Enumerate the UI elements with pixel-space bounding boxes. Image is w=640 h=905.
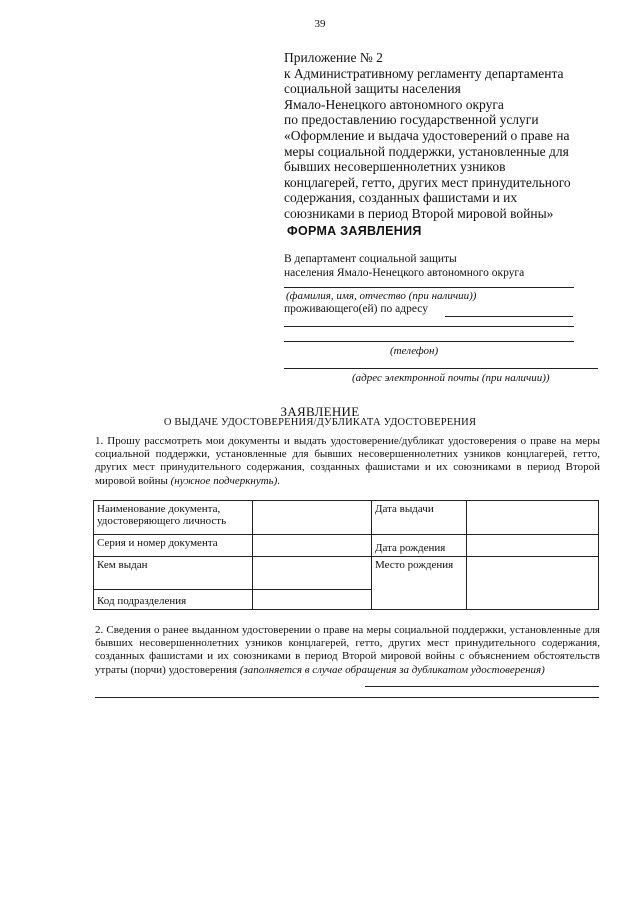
appendix-line: меры социальной поддержки, установленные для (284, 143, 569, 159)
addressee-line: В департамент социальной защиты (284, 253, 457, 265)
appendix-line: по предоставлению государственной услуги (284, 112, 539, 128)
appendix-line: союзниками в период Второй мировой войны» (284, 205, 554, 221)
email-caption: (адрес электронной почты (при наличии)) (352, 372, 550, 384)
fio-caption: (фамилия, имя, отчество (при наличии)) (286, 290, 477, 302)
phone-caption: (телефон) (390, 345, 439, 357)
phone-field[interactable] (284, 341, 574, 342)
residing-label: проживающего(ей) по адресу (284, 303, 428, 315)
email-field[interactable] (284, 368, 598, 369)
address-field-line2[interactable] (284, 326, 574, 327)
appendix-header (284, 50, 604, 222)
paragraph-1 (95, 435, 600, 488)
issued-by-label: Кем выдан (94, 557, 253, 590)
loss-explanation-field[interactable] (365, 686, 599, 687)
appendix-line: к Административному регламенту департамента (284, 65, 564, 81)
addressee (284, 252, 614, 280)
division-code-label: Код подразделения (94, 590, 253, 610)
addressee-line: населения Ямало-Ненецкого автономного округа (284, 267, 525, 279)
identity-document-table (93, 500, 599, 610)
appendix-line: Ямало-Ненецкого автономного округа (284, 96, 504, 112)
statement-title: ЗАЯВЛЕНИЕ (280, 404, 360, 419)
birth-place-cell[interactable] (467, 557, 599, 610)
appendix-line: социальной защиты населения (284, 81, 461, 97)
appendix-line: Приложение № 2 (284, 50, 383, 65)
birth-date-label: Дата рождения (372, 535, 467, 557)
doc-name-label: Наименование документа, удостоверяющего личность (94, 501, 253, 535)
appendix-line: «Оформление и выдача удостоверений о праве на (284, 127, 570, 143)
paragraph-2 (95, 624, 600, 677)
address-field[interactable] (445, 316, 573, 317)
series-number-label: Серия и номер документа (94, 535, 253, 557)
appendix-line: содержания, созданных фашистами и их (284, 190, 518, 206)
paragraph-1-note: (нужное подчеркнуть). (170, 474, 281, 487)
loss-explanation-field-line2[interactable] (95, 697, 599, 698)
issue-date-label: Дата выдачи (372, 501, 467, 535)
division-code-cell[interactable] (253, 590, 372, 610)
appendix-line: концлагерей, гетто, других мест принудительного (284, 174, 571, 190)
statement-subtitle: О ВЫДАЧЕ УДОСТОВЕРЕНИЯ/ДУБЛИКАТА УДОСТОВЕРЕНИЯ (163, 417, 477, 428)
form-title: ФОРМА ЗАЯВЛЕНИЯ (287, 224, 422, 238)
issue-date-cell[interactable] (467, 501, 599, 535)
paragraph-1-text: 1. Прошу рассмотреть мои документы и выдать удостоверение/дубликат удостоверения о праве на меры социальной поддержки, установленные для бывших несовершеннолетних узников концлагерей, гетто, других мест принудительного содержания, созданных фашистами и их союзниками в период Второй мировой войны (95, 435, 600, 487)
birth-date-cell[interactable] (467, 535, 599, 557)
series-number-cell[interactable] (253, 535, 372, 557)
appendix-line: бывших несовершеннолетних узников (284, 159, 506, 175)
birth-place-label: Место рождения (372, 557, 467, 610)
doc-name-cell[interactable] (253, 501, 372, 535)
page-number: 39 (314, 18, 326, 30)
fio-field[interactable] (284, 287, 574, 288)
paragraph-2-note: (заполняется в случае обращения за дубликатом удостоверения) (239, 663, 545, 676)
paragraph-2-text: 2. Сведения о ранее выданном удостоверении о праве на меры социальной поддержки, установленные для бывших несовершеннолетних узников концлагерей, гетто, других мест принудительного содержания, созданных фашистами и их союзниками в период Второй мировой войны с объяснением обстоятельств утраты (порчи) удостоверения (95, 624, 600, 676)
issued-by-cell[interactable] (253, 557, 372, 590)
